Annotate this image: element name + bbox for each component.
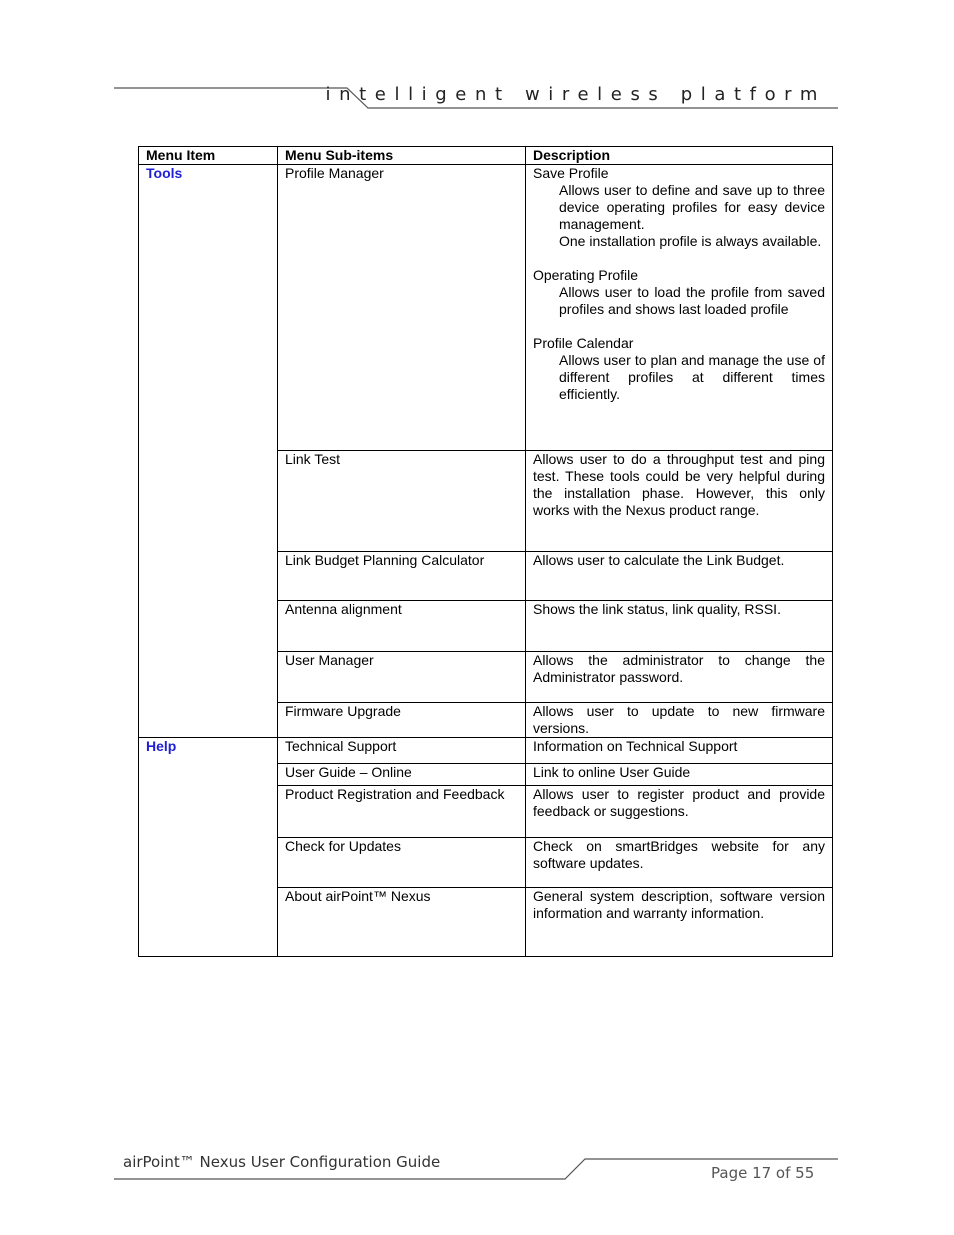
desc-title: Operating Profile	[533, 267, 639, 283]
header-tagline: intelligent wireless platform	[325, 84, 826, 105]
header-description: Description	[526, 147, 833, 165]
footer-document-title: airPoint™ Nexus User Configuration Guide	[123, 1153, 441, 1171]
table-row	[139, 738, 833, 764]
menu-table	[138, 146, 833, 957]
sub-item-cell: User Manager	[278, 652, 526, 703]
table-row	[139, 165, 833, 451]
desc-body: Allows user to plan and manage the use of different profiles at different times efficiently.	[559, 352, 825, 402]
description-cell	[526, 165, 833, 451]
table-header-row	[139, 147, 833, 165]
menu-item-label[interactable]: Help	[146, 738, 177, 754]
menu-item-help	[139, 738, 278, 957]
sub-item-cell: User Guide – Online	[278, 764, 526, 786]
menu-item-tools	[139, 165, 278, 738]
description-cell: Allows user to calculate the Link Budget.	[526, 552, 833, 601]
header-menu-subitems: Menu Sub-items	[278, 147, 526, 165]
desc-title: Profile Calendar	[533, 335, 634, 351]
description-cell: Shows the link status, link quality, RSSI.	[526, 601, 833, 652]
desc-body: One installation profile is always available.	[559, 233, 822, 249]
sub-item-cell: Profile Manager	[278, 165, 526, 451]
description-cell: Allows user to do a throughput test and ping test. These tools could be very helpful during the installation phase. However, this only works with the Nexus product range.	[526, 451, 833, 552]
desc-body: Allows user to define and save up to three device operating profiles for easy device management.	[559, 182, 825, 232]
sub-item-cell: Technical Support	[278, 738, 526, 764]
sub-item-cell: Antenna alignment	[278, 601, 526, 652]
description-cell: General system description, software version information and warranty information.	[526, 888, 833, 957]
description-cell: Link to online User Guide	[526, 764, 833, 786]
desc-body: Allows user to load the profile from saved profiles and shows last loaded profile	[559, 284, 825, 317]
description-cell: Information on Technical Support	[526, 738, 833, 764]
sub-item-cell: Firmware Upgrade	[278, 703, 526, 738]
sub-item-cell: Product Registration and Feedback	[278, 786, 526, 838]
sub-item-cell: About airPoint™ Nexus	[278, 888, 526, 957]
description-cell: Allows the administrator to change the Administrator password.	[526, 652, 833, 703]
description-cell: Check on smartBridges website for any software updates.	[526, 838, 833, 888]
sub-item-cell: Link Budget Planning Calculator	[278, 552, 526, 601]
footer-page-number: Page 17 of 55	[711, 1164, 815, 1182]
header-menu-item: Menu Item	[139, 147, 278, 165]
desc-title: Save Profile	[533, 165, 609, 181]
description-cell: Allows user to register product and provide feedback or suggestions.	[526, 786, 833, 838]
description-cell: Allows user to update to new firmware versions.	[526, 703, 833, 738]
menu-item-label[interactable]: Tools	[146, 165, 183, 181]
sub-item-cell: Link Test	[278, 451, 526, 552]
sub-item-cell: Check for Updates	[278, 838, 526, 888]
